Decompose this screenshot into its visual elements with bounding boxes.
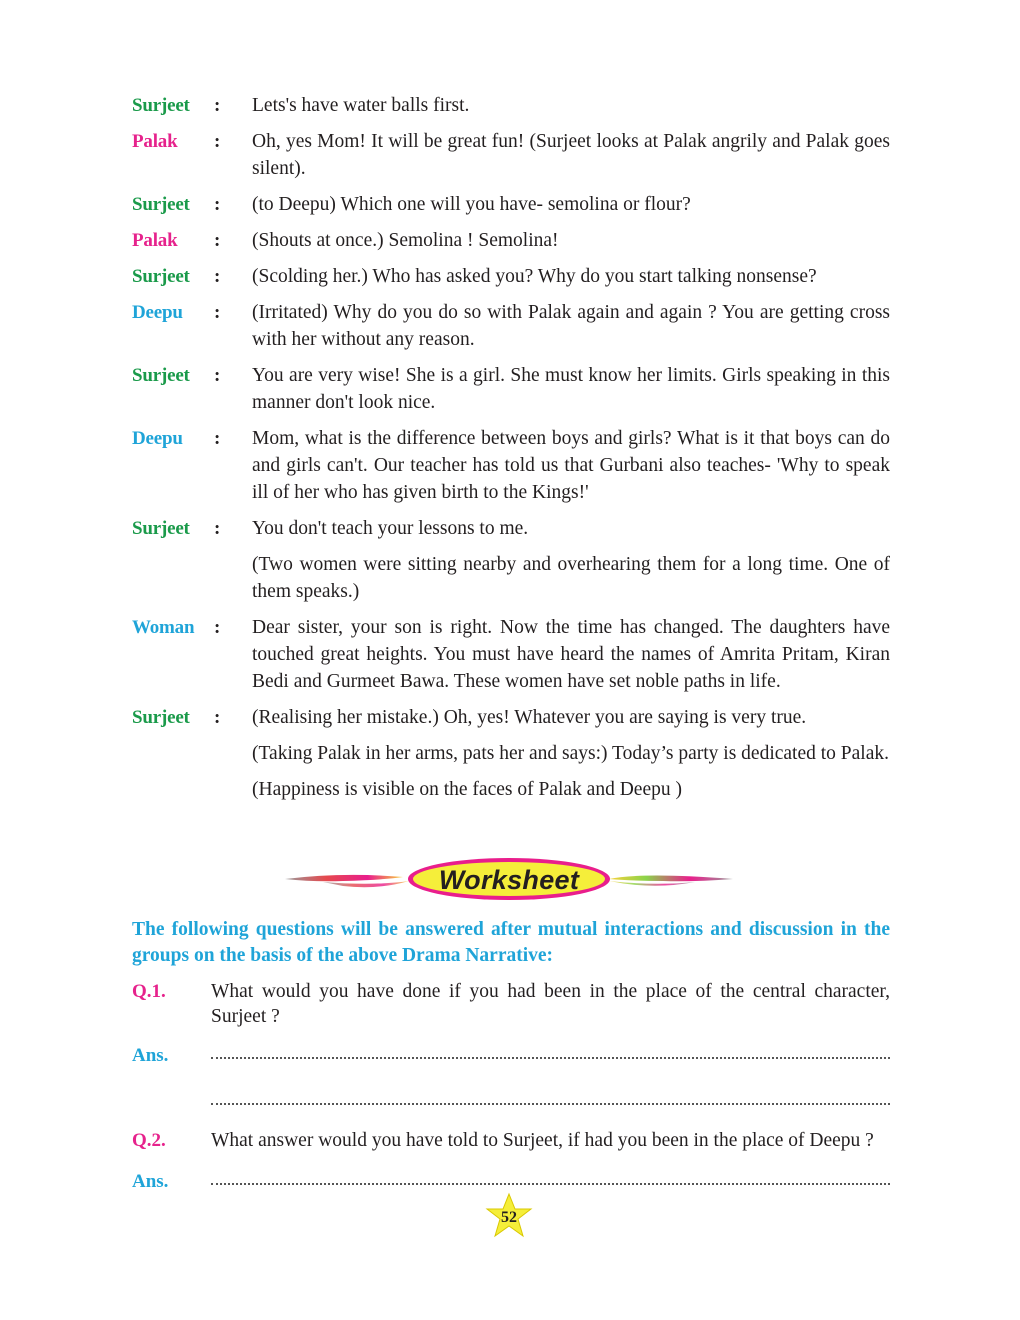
dialogue-line bbox=[132, 128, 890, 182]
dialogue-line bbox=[132, 425, 890, 506]
dialogue-text: Dear sister, your son is right. Now the time has changed. The daughters have touched great heights. You must have heard the names of Amrita Pritam, Kiran Bedi and Gurmeet Bawa. These women have set noble paths in life. bbox=[252, 617, 890, 692]
answer-1 bbox=[132, 1043, 890, 1068]
dialogue bbox=[132, 92, 890, 812]
dialogue-text: Mom, what is the difference between boys and girls? What is it that boys can do and girls can't. Our teacher has told us that Gurbani also teaches- 'Why to speak ill of her who has given birth to the Kings!' bbox=[252, 428, 890, 503]
stage-direction: (Two women were sitting nearby and overhearing them for a long time. One of them speaks.) bbox=[252, 554, 890, 602]
answer-line[interactable] bbox=[211, 1043, 890, 1059]
dialogue-line bbox=[132, 191, 890, 218]
separator: : bbox=[214, 365, 221, 386]
worksheet-title: Worksheet bbox=[438, 864, 580, 895]
answer-label: Ans. bbox=[132, 1171, 169, 1192]
speaker-name: Deepu bbox=[132, 302, 183, 323]
dialogue-line bbox=[132, 299, 890, 353]
separator: : bbox=[214, 230, 221, 251]
dialogue-line bbox=[132, 614, 890, 695]
dialogue-text: (Realising her mistake.) Oh, yes! Whatever you are saying is very true. bbox=[252, 707, 807, 728]
speaker-name: Palak bbox=[132, 131, 178, 152]
stage-direction: (Taking Palak in her arms, pats her and says:) Today’s party is dedicated to Palak. bbox=[252, 743, 889, 764]
dialogue-text: You are very wise! She is a girl. She must know her limits. Girls speaking in this manner don't look nice. bbox=[252, 365, 890, 413]
question-number: Q.2. bbox=[132, 1130, 166, 1151]
question-2 bbox=[132, 1128, 890, 1153]
dialogue-text: Oh, yes Mom! It will be great fun! (Surjeet looks at Palak angrily and Palak goes silent). bbox=[252, 131, 890, 179]
dialogue-line bbox=[132, 227, 890, 254]
dialogue-text: (Irritated) Why do you do so with Palak again and again ? You are getting cross with her without any reason. bbox=[252, 302, 890, 350]
question-1 bbox=[132, 979, 890, 1029]
dialogue-line bbox=[132, 362, 890, 416]
dialogue-line bbox=[132, 92, 890, 119]
separator: : bbox=[214, 266, 221, 287]
dialogue-line bbox=[132, 704, 890, 731]
speaker-name: Woman bbox=[132, 617, 195, 638]
separator: : bbox=[214, 131, 221, 152]
speaker-name: Deepu bbox=[132, 428, 183, 449]
speaker-name: Surjeet bbox=[132, 95, 190, 116]
dialogue-text: (to Deepu) Which one will you have- semolina or flour? bbox=[252, 194, 691, 215]
speaker-name: Surjeet bbox=[132, 266, 190, 287]
separator: : bbox=[214, 95, 221, 116]
question-number: Q.1. bbox=[132, 981, 166, 1002]
dialogue-line bbox=[132, 263, 890, 290]
stage-direction: (Happiness is visible on the faces of Palak and Deepu ) bbox=[252, 779, 682, 800]
separator: : bbox=[214, 428, 221, 449]
page-number: 52 bbox=[501, 1209, 517, 1226]
answer-line[interactable] bbox=[211, 1089, 890, 1105]
dialogue-text: (Scolding her.) Who has asked you? Why do you start talking nonsense? bbox=[252, 266, 817, 287]
separator: : bbox=[214, 302, 221, 323]
dialogue-text: (Shouts at once.) Semolina ! Semolina! bbox=[252, 230, 559, 251]
dialogue-text: Lets's have water balls first. bbox=[252, 95, 470, 116]
speaker-name: Palak bbox=[132, 230, 178, 251]
separator: : bbox=[214, 707, 221, 728]
speaker-name: Surjeet bbox=[132, 365, 190, 386]
dialogue-line bbox=[132, 515, 890, 542]
speaker-name: Surjeet bbox=[132, 194, 190, 215]
separator: : bbox=[214, 194, 221, 215]
answer-1-line-2 bbox=[132, 1089, 890, 1105]
answer-line[interactable] bbox=[211, 1169, 890, 1185]
worksheet-banner bbox=[283, 852, 735, 908]
question-text: What answer would you have told to Surjeet, if had you been in the place of Deepu ? bbox=[211, 1130, 874, 1151]
worksheet-intro: The following questions will be answered after mutual interactions and discussion in the groups on the basis of the above Drama Narrative: bbox=[132, 919, 890, 966]
separator: : bbox=[214, 617, 221, 638]
separator: : bbox=[214, 518, 221, 539]
speaker-name: Surjeet bbox=[132, 707, 190, 728]
question-text: What would you have done if you had been in the place of the central character, Surjeet ? bbox=[211, 981, 890, 1027]
answer-2 bbox=[132, 1169, 890, 1194]
speaker-name: Surjeet bbox=[132, 518, 190, 539]
answer-label: Ans. bbox=[132, 1045, 169, 1066]
dialogue-text: You don't teach your lessons to me. bbox=[252, 518, 529, 539]
